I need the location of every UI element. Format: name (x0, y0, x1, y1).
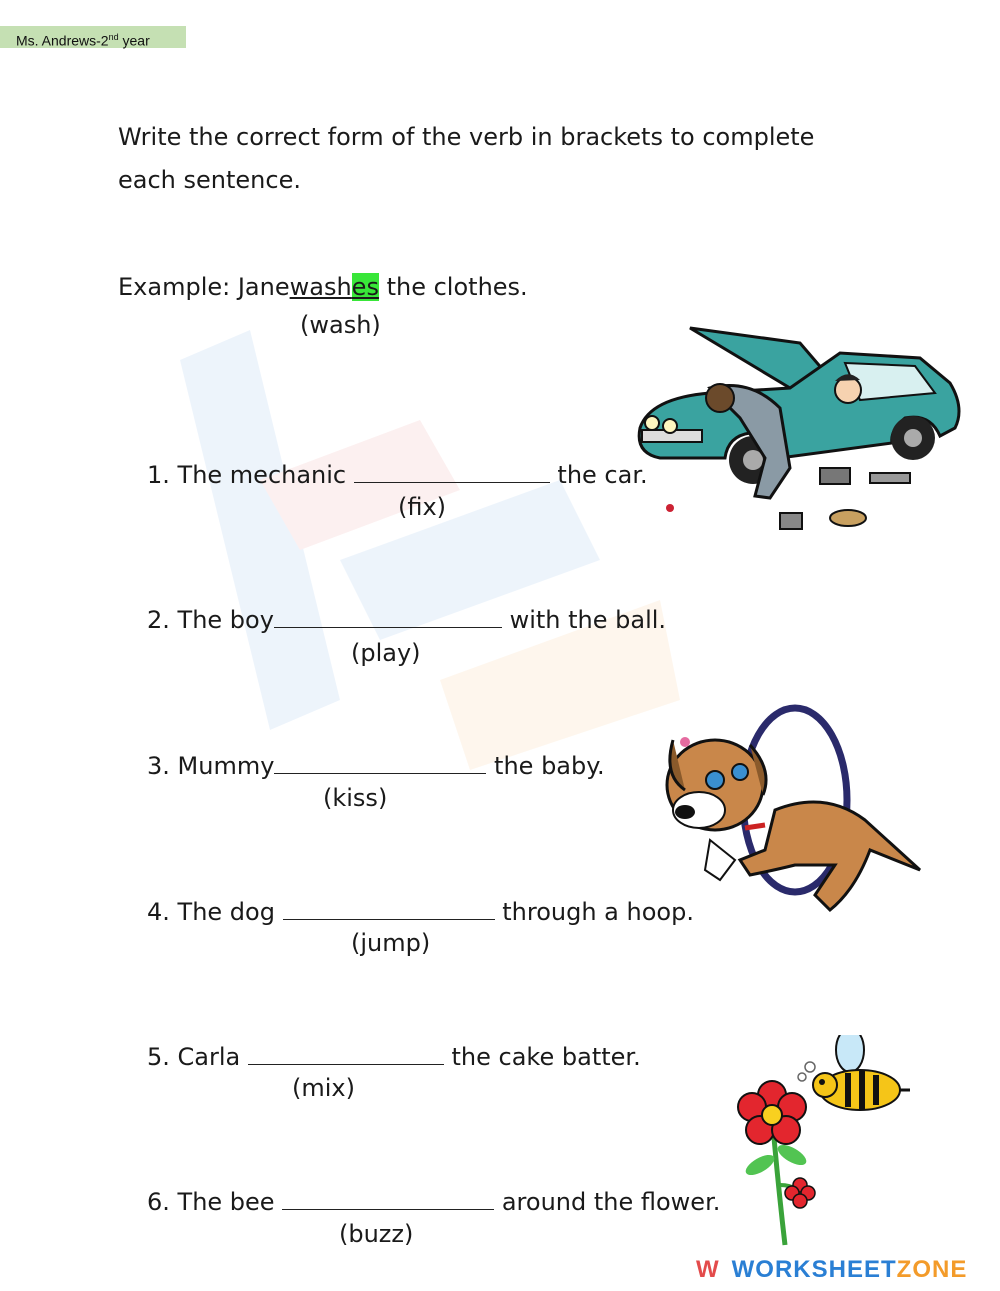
worksheetzone-logo: W WORKSHEETZONE (696, 1256, 968, 1283)
verb-hint-6: (buzz) (339, 1220, 414, 1248)
mechanic-car-illustration (630, 318, 970, 543)
verb-hint-1: (fix) (398, 493, 447, 521)
verb-hint-3: (kiss) (323, 784, 388, 812)
answer-blank-1[interactable] (354, 456, 550, 483)
verb-hint-2: (play) (351, 639, 421, 667)
instructions: Write the correct form of the verb in brackets to complete each sentence. (118, 123, 815, 194)
sentence-2: 2. The boy with the ball. (147, 601, 666, 634)
answer-blank-3[interactable] (274, 747, 486, 774)
teacher-label: Ms. Andrews-2nd year (0, 26, 186, 48)
example-verb-hint: (wash) (300, 311, 381, 339)
brand-mark-icon: W (696, 1256, 720, 1283)
sentence-5: 5. Carla the cake batter. (147, 1038, 641, 1071)
sentence-1: 1. The mechanic the car. (147, 456, 648, 489)
sentence-6: 6. The bee around the flower. (147, 1183, 720, 1216)
highlighted-ending: es (351, 273, 379, 301)
example-suffix: the clothes. (386, 273, 528, 301)
answer-blank-5[interactable] (248, 1038, 444, 1065)
dog-hoop-illustration (655, 700, 935, 925)
verb-hint-4: (jump) (351, 929, 431, 957)
example-answer: washes (289, 273, 379, 301)
sentence-3: 3. Mummy the baby. (147, 747, 605, 780)
answer-blank-6[interactable] (282, 1183, 494, 1210)
answer-blank-4[interactable] (283, 893, 495, 920)
verb-hint-5: (mix) (292, 1074, 355, 1102)
example-sentence (118, 273, 528, 301)
example-prefix: Example: Jane (118, 273, 290, 301)
sentence-4: 4. The dog through a hoop. (147, 893, 694, 926)
bee-flower-illustration (730, 1035, 920, 1250)
answer-blank-2[interactable] (274, 601, 502, 628)
